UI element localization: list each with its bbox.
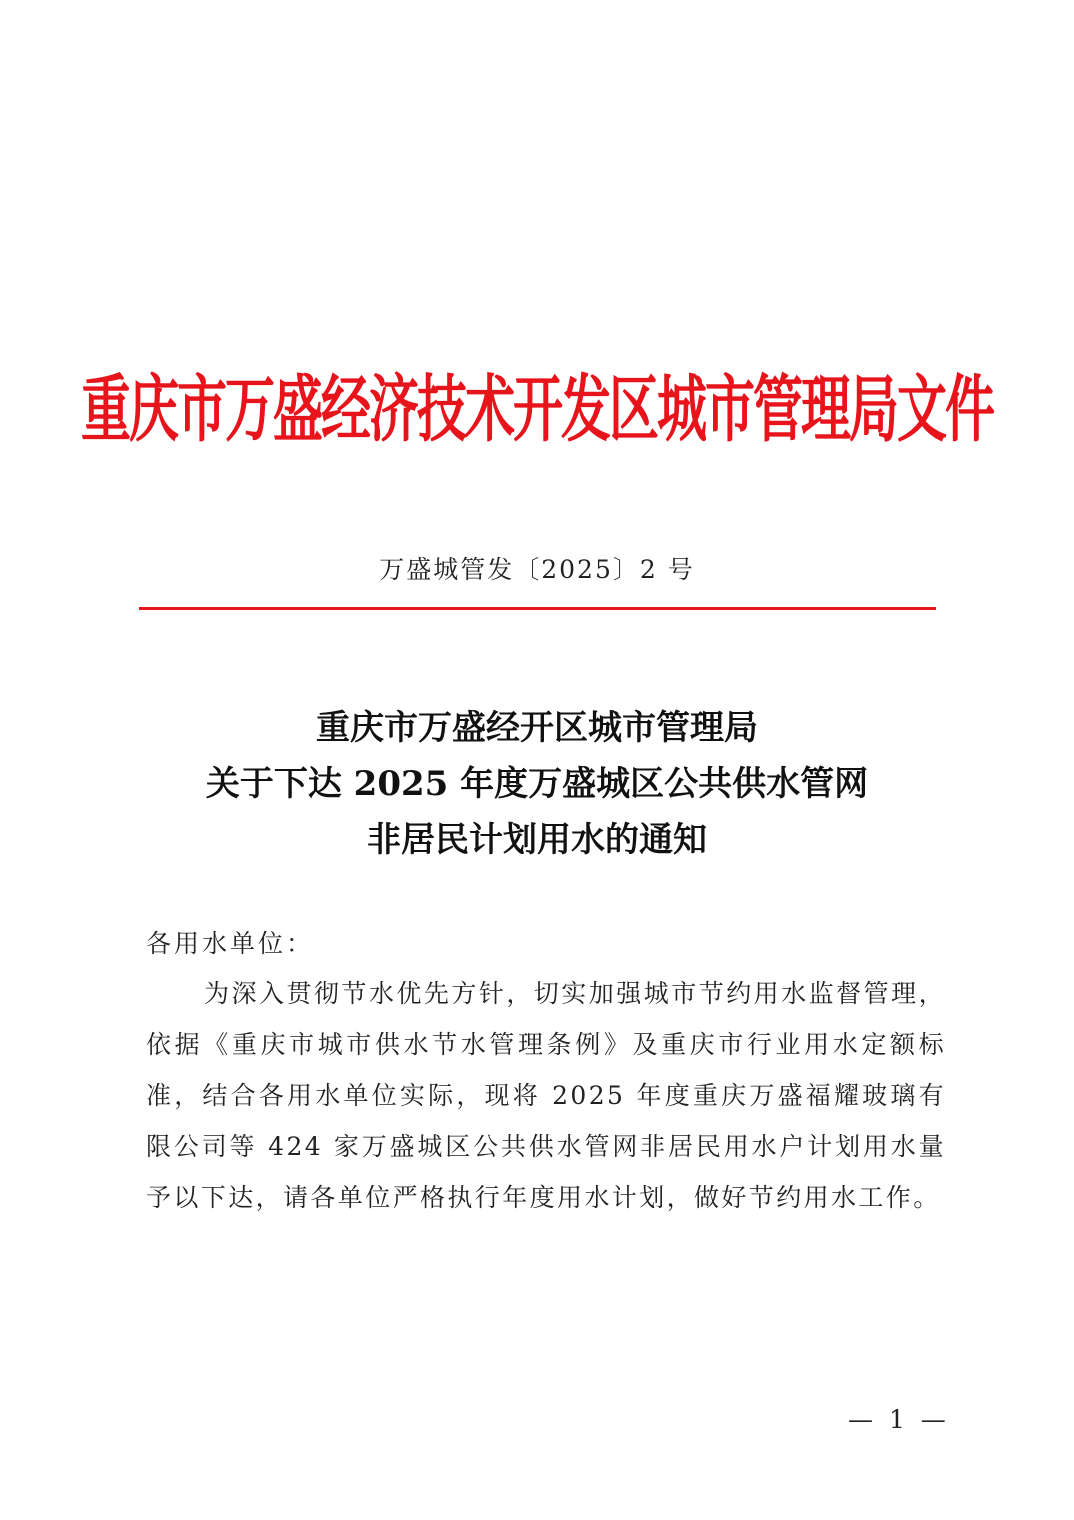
title-line-3: 非居民计划用水的通知 xyxy=(367,820,707,860)
issuer-header-title: 重庆市万盛经济技术开发区城市管理局文件 xyxy=(81,367,993,453)
title-line-2: 关于下达 2025 年度万盛城区公共供水管网 xyxy=(205,764,869,804)
body-paragraph: 为深入贯彻节水优先方针，切实加强城市节约用水监督管理，依据《重庆市城市供水节水管理条例》及重庆市行业用水定额标准，结合各用水单位实际，现将 2025 年度重庆万盛福耀玻璃有限公司等 424 家万盛城区公共供水管网非居民用水户计划用水量予以下达，请各单位严格执行年度用水计划，做好节约用水工作。 xyxy=(146,979,946,1212)
salutation: 各用水单位： xyxy=(146,929,315,958)
document-title xyxy=(0,700,1074,868)
title-line-1: 重庆市万盛经开区城市管理局 xyxy=(316,708,758,748)
page-number: — 1 — xyxy=(848,1405,950,1434)
document-number: 万盛城管发〔2025〕2 号 xyxy=(379,555,695,584)
red-divider-line xyxy=(139,607,936,610)
